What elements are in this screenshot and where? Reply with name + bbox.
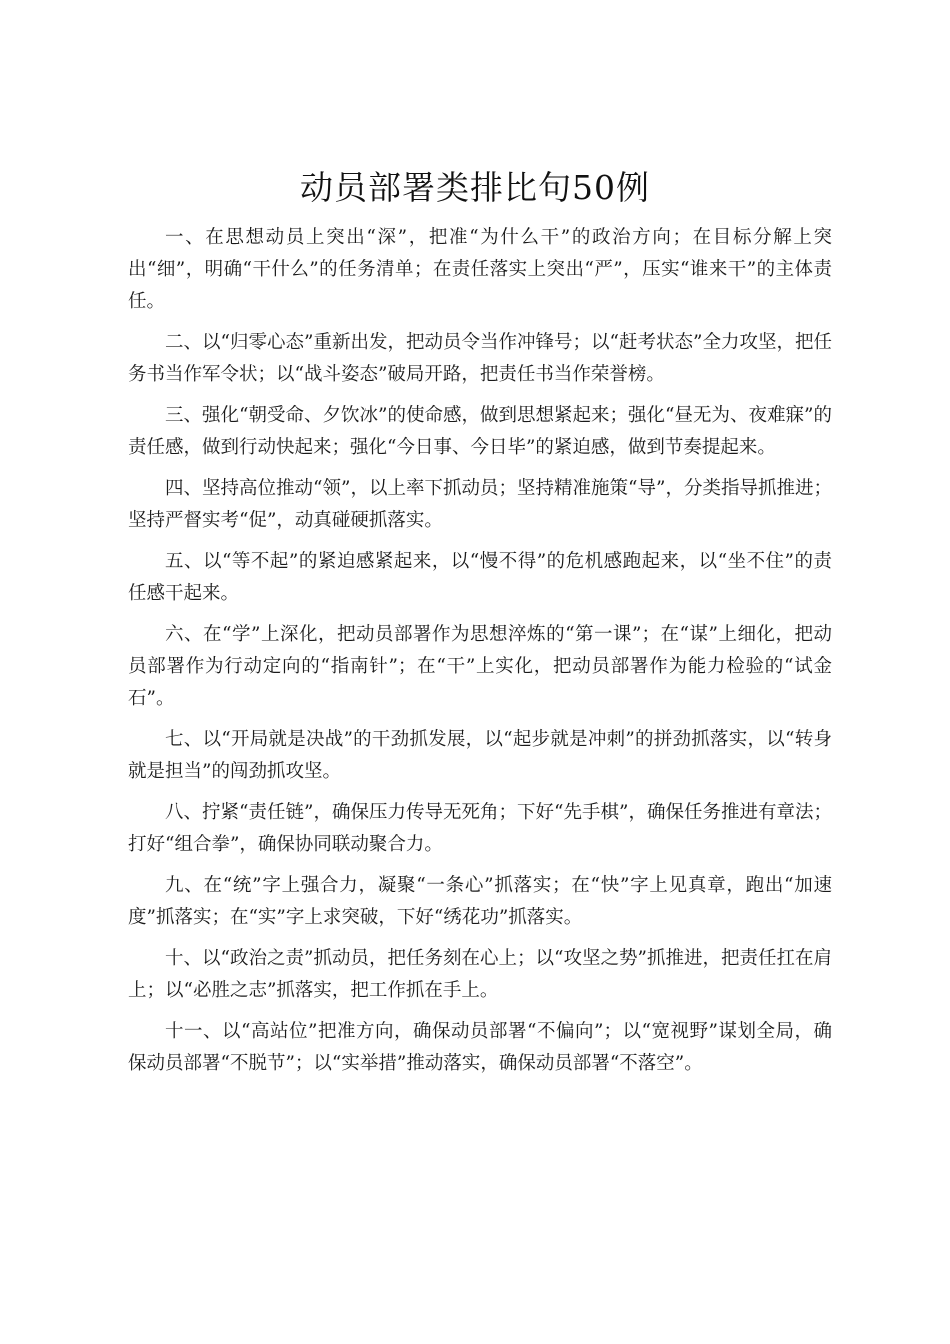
- paragraph-4: 四、坚持高位推动“领”，以上率下抓动员；坚持精准施策“导”，分类指导抓推进；坚持严督实考“促”，动真碰硬抓落实。: [128, 478, 832, 531]
- paragraph-9: 九、在“统”字上强合力，凝聚“一条心”抓落实；在“快”字上见真章，跑出“加速度”抓落实；在“实”字上求突破，下好“绣花功”抓落实。: [128, 875, 832, 928]
- document-title: 动员部署类排比句50例: [300, 168, 650, 207]
- paragraph-6: 六、在“学”上深化，把动员部署作为思想淬炼的“第一课”；在“谋”上细化，把动员部署作为行动定向的“指南针”；在“干”上实化，把动员部署作为能力检验的“试金石”。: [128, 624, 832, 709]
- paragraph-5: 五、以“等不起”的紧迫感紧起来，以“慢不得”的危机感跑起来，以“坐不住”的责任感干起来。: [128, 551, 832, 604]
- paragraph-7: 七、以“开局就是决战”的干劲抓发展，以“起步就是冲刺”的拼劲抓落实，以“转身就是担当”的闯劲抓攻坚。: [128, 729, 832, 782]
- paragraph-3: 三、强化“朝受命、夕饮冰”的使命感，做到思想紧起来；强化“昼无为、夜难寐”的责任感，做到行动快起来；强化“今日事、今日毕”的紧迫感，做到节奏提起来。: [128, 405, 832, 458]
- paragraph-8: 八、拧紧“责任链”，确保压力传导无死角；下好“先手棋”，确保任务推进有章法；打好“组合拳”，确保协同联动聚合力。: [128, 802, 832, 855]
- paragraph-10: 十、以“政治之责”抓动员，把任务刻在心上；以“攻坚之势”抓推进，把责任扛在肩上；以“必胜之志”抓落实，把工作抓在手上。: [128, 948, 832, 1001]
- paragraph-2: 二、以“归零心态”重新出发，把动员令当作冲锋号；以“赶考状态”全力攻坚，把任务书当作军令状；以“战斗姿态”破局开路，把责任书当作荣誉榜。: [128, 332, 832, 385]
- paragraph-11: 十一、以“高站位”把准方向，确保动员部署“不偏向”；以“宽视野”谋划全局，确保动员部署“不脱节”；以“实举措”推动落实，确保动员部署“不落空”。: [128, 1021, 832, 1074]
- document-body: [128, 222, 832, 1089]
- paragraph-1: 一、在思想动员上突出“深”，把准“为什么干”的政治方向；在目标分解上突出“细”，明确“干什么”的任务清单；在责任落实上突出“严”，压实“谁来干”的主体责任。: [128, 227, 832, 312]
